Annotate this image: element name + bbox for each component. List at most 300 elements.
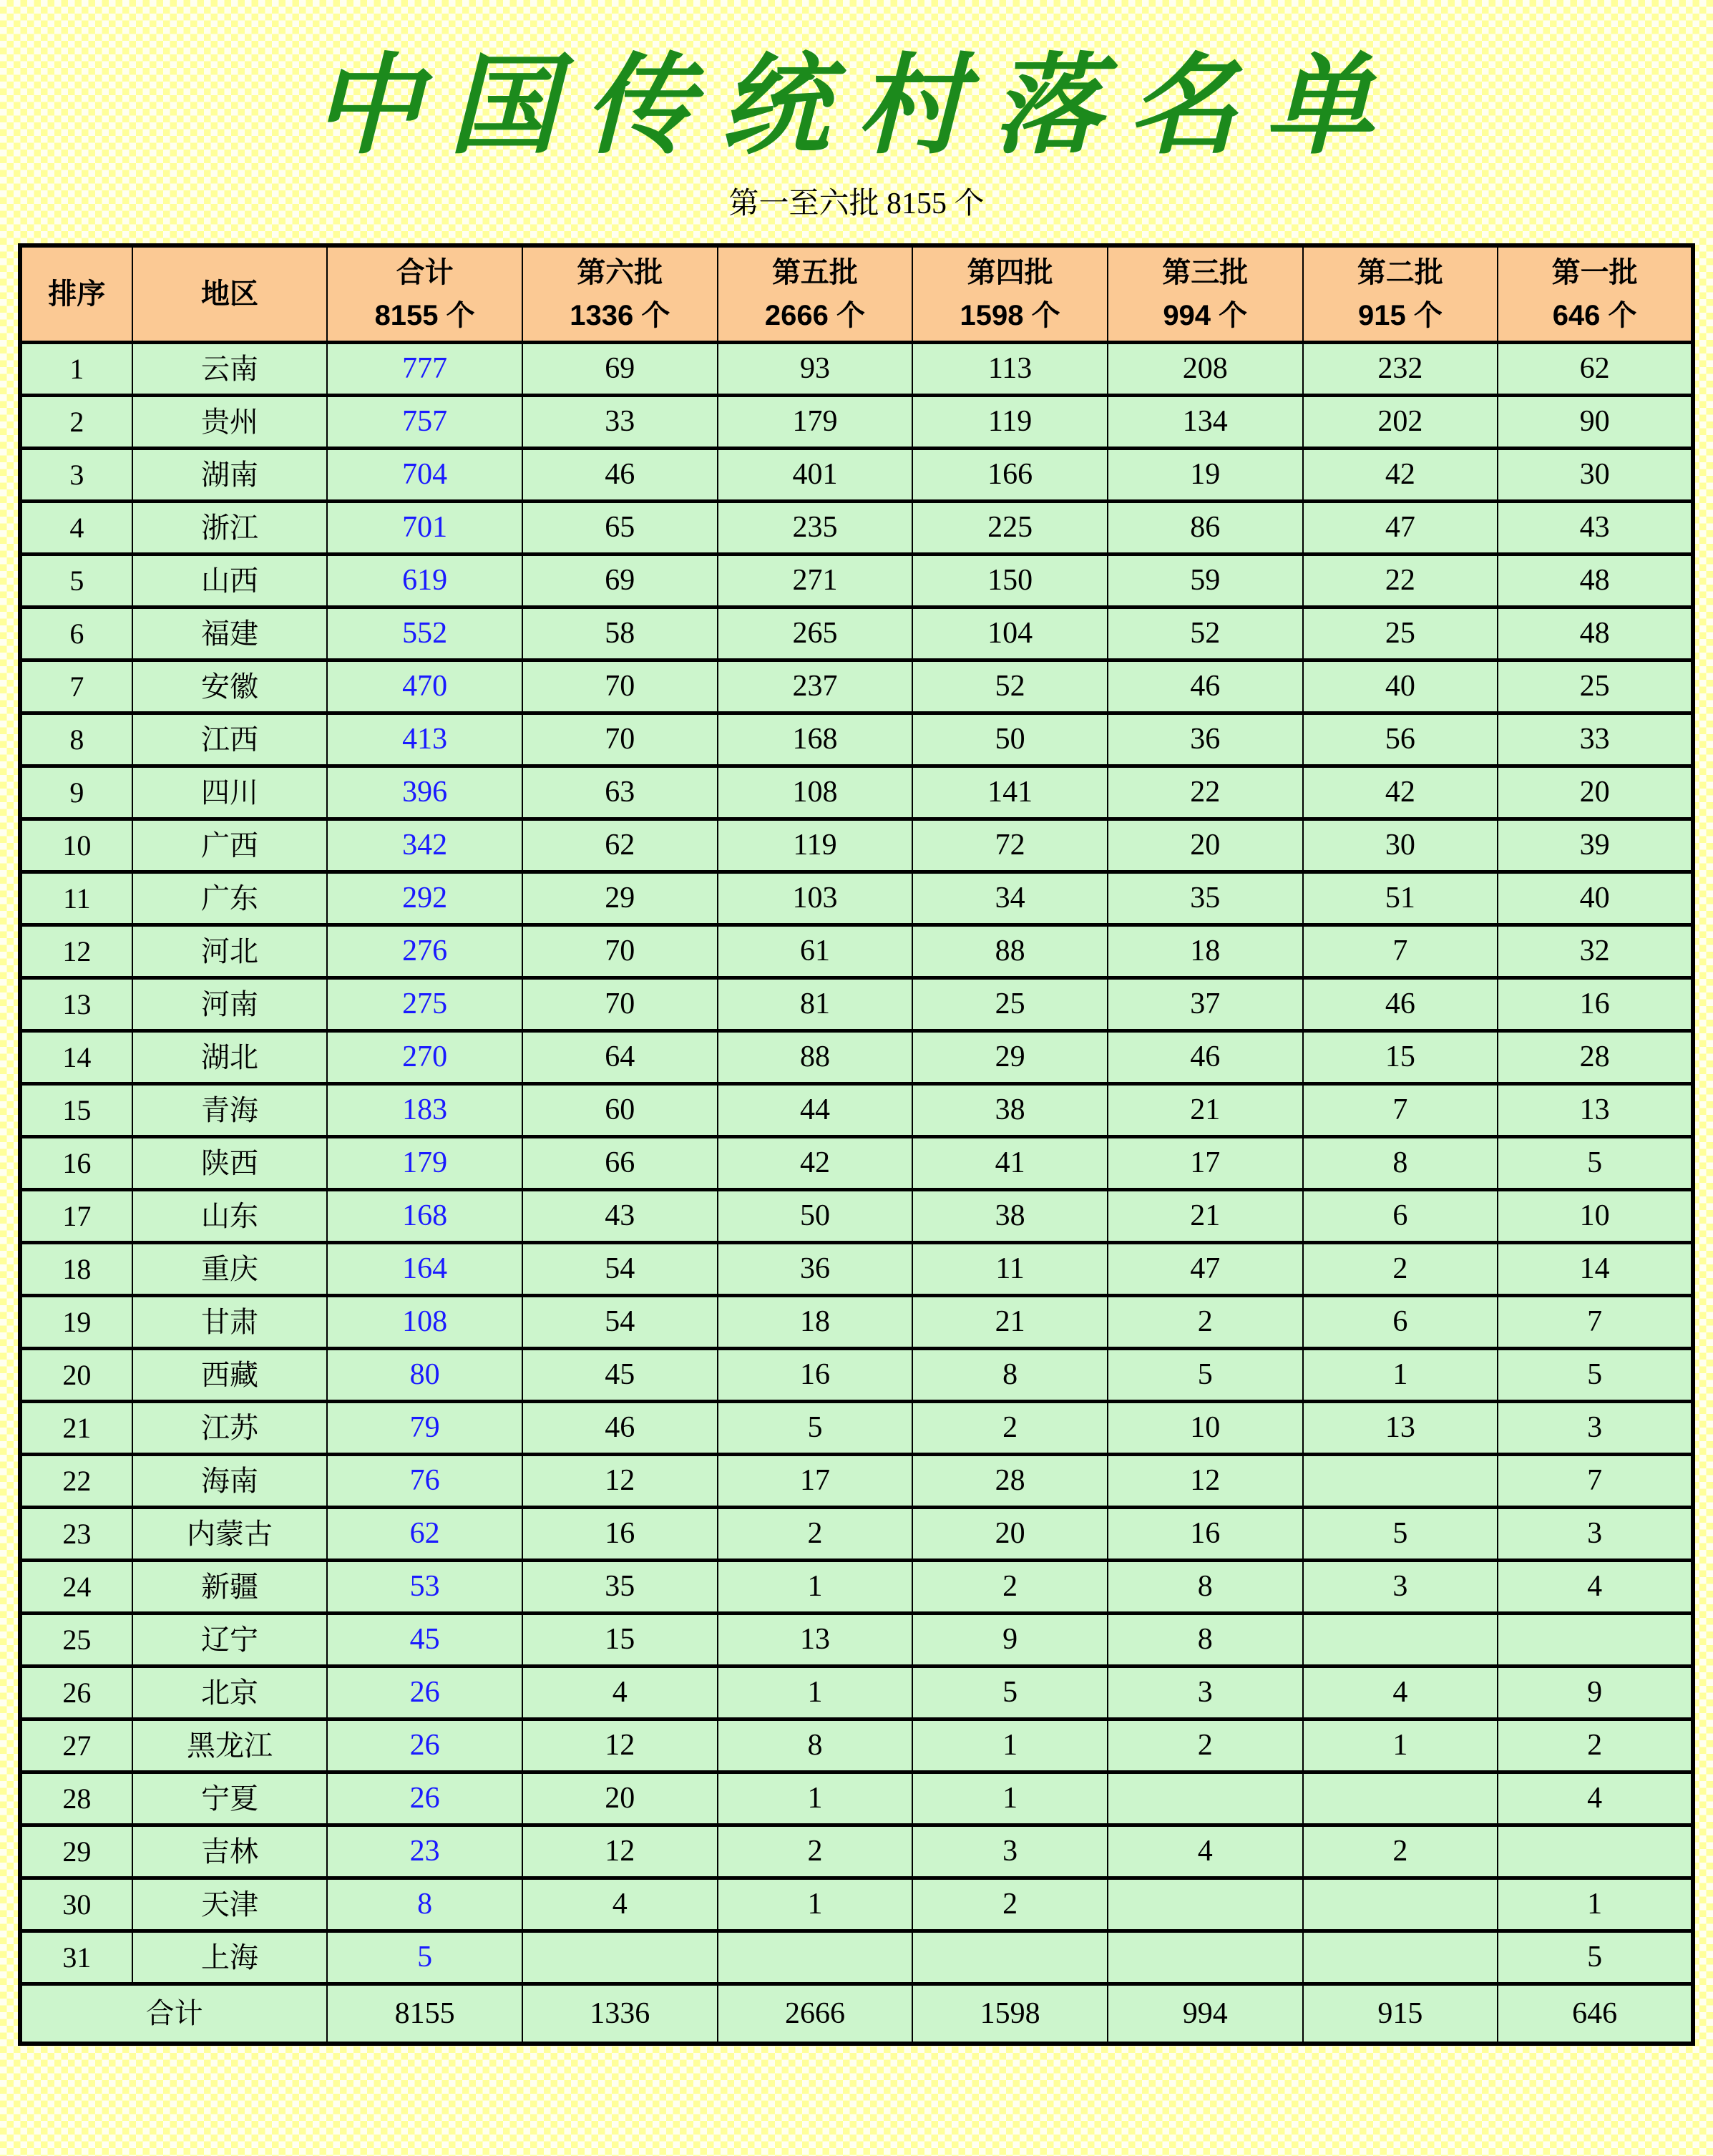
batch4-cell	[912, 1931, 1108, 1984]
batch3-cell: 86	[1108, 502, 1303, 555]
batch3-cell: 20	[1108, 819, 1303, 872]
batch3-cell: 59	[1108, 555, 1303, 608]
batch3-cell: 46	[1108, 1031, 1303, 1084]
region-cell: 吉林	[132, 1825, 328, 1878]
batch4-cell: 72	[912, 819, 1108, 872]
region-cell: 福建	[132, 608, 328, 660]
table-row	[20, 1084, 1693, 1137]
batch1-cell: 30	[1498, 449, 1693, 502]
batch4-cell: 141	[912, 766, 1108, 819]
batch5-cell: 1	[718, 1878, 913, 1931]
batch5-cell: 61	[718, 925, 913, 978]
col-header-batch3	[1108, 245, 1303, 343]
batch2-cell: 8	[1303, 1137, 1498, 1190]
rank-cell: 1	[20, 343, 132, 396]
batch1-cell: 32	[1498, 925, 1693, 978]
total-row-batch3: 994	[1108, 1984, 1303, 2044]
table-row	[20, 660, 1693, 713]
batch6-cell: 70	[522, 978, 718, 1031]
total-cell: 79	[327, 1402, 522, 1455]
batch4-cell: 38	[912, 1190, 1108, 1243]
batch5-cell: 18	[718, 1296, 913, 1349]
col-header-batch6-count: 1336 个	[570, 300, 670, 332]
batch1-cell: 48	[1498, 608, 1693, 660]
total-cell: 179	[327, 1137, 522, 1190]
batch4-cell: 8	[912, 1349, 1108, 1402]
table-header	[20, 245, 1693, 343]
rank-cell: 6	[20, 608, 132, 660]
col-header-total	[327, 245, 522, 343]
total-cell: 270	[327, 1031, 522, 1084]
table-row	[20, 713, 1693, 766]
batch2-cell: 25	[1303, 608, 1498, 660]
batch2-cell: 30	[1303, 819, 1498, 872]
batch2-cell: 40	[1303, 660, 1498, 713]
batch5-cell: 50	[718, 1190, 913, 1243]
batch5-cell: 17	[718, 1455, 913, 1508]
rank-cell: 12	[20, 925, 132, 978]
table-row	[20, 766, 1693, 819]
batch5-cell: 401	[718, 449, 913, 502]
batch4-cell: 166	[912, 449, 1108, 502]
batch1-cell: 25	[1498, 660, 1693, 713]
batch6-cell: 43	[522, 1190, 718, 1243]
table-row	[20, 502, 1693, 555]
batch1-cell: 14	[1498, 1243, 1693, 1296]
total-cell: 45	[327, 1614, 522, 1667]
batch3-cell: 208	[1108, 343, 1303, 396]
rank-cell: 30	[20, 1878, 132, 1931]
batch2-cell: 7	[1303, 925, 1498, 978]
batch5-cell: 2	[718, 1508, 913, 1561]
batch2-cell	[1303, 1931, 1498, 1984]
total-cell: 5	[327, 1931, 522, 1984]
rank-cell: 10	[20, 819, 132, 872]
batch3-cell	[1108, 1878, 1303, 1931]
rank-cell: 20	[20, 1349, 132, 1402]
table-row	[20, 1772, 1693, 1825]
rank-cell: 22	[20, 1455, 132, 1508]
batch4-cell: 119	[912, 396, 1108, 449]
total-cell: 396	[327, 766, 522, 819]
batch1-cell: 43	[1498, 502, 1693, 555]
table-row	[20, 1349, 1693, 1402]
batch4-cell: 9	[912, 1614, 1108, 1667]
batch1-cell: 7	[1498, 1455, 1693, 1508]
total-cell: 292	[327, 872, 522, 925]
batch5-cell: 265	[718, 608, 913, 660]
region-cell: 湖北	[132, 1031, 328, 1084]
table-row	[20, 555, 1693, 608]
batch1-cell: 7	[1498, 1296, 1693, 1349]
col-header-batch2-label: 第二批	[1357, 257, 1443, 289]
batch1-cell: 16	[1498, 978, 1693, 1031]
rank-cell: 24	[20, 1561, 132, 1614]
total-cell: 701	[327, 502, 522, 555]
rank-cell: 13	[20, 978, 132, 1031]
batch3-cell: 16	[1108, 1508, 1303, 1561]
total-cell: 8	[327, 1878, 522, 1931]
batch6-cell: 12	[522, 1825, 718, 1878]
table-row	[20, 1455, 1693, 1508]
total-cell: 777	[327, 343, 522, 396]
batch4-cell: 20	[912, 1508, 1108, 1561]
batch1-cell: 5	[1498, 1349, 1693, 1402]
table-row	[20, 1402, 1693, 1455]
region-cell: 河北	[132, 925, 328, 978]
total-cell: 276	[327, 925, 522, 978]
rank-cell: 28	[20, 1772, 132, 1825]
region-cell: 陕西	[132, 1137, 328, 1190]
batch2-cell: 42	[1303, 449, 1498, 502]
table-row	[20, 1031, 1693, 1084]
total-cell: 76	[327, 1455, 522, 1508]
page-subtitle: 第一至六批 8155 个	[728, 187, 985, 220]
batch4-cell: 1	[912, 1720, 1108, 1772]
batch4-cell: 225	[912, 502, 1108, 555]
table-row	[20, 396, 1693, 449]
col-header-batch1-count: 646 个	[1552, 300, 1637, 332]
batch3-cell: 19	[1108, 449, 1303, 502]
total-row-batch5: 2666	[718, 1984, 913, 2044]
region-cell: 山西	[132, 555, 328, 608]
col-header-batch1	[1498, 245, 1693, 343]
rank-cell: 16	[20, 1137, 132, 1190]
batch5-cell: 1	[718, 1561, 913, 1614]
batch1-cell: 4	[1498, 1561, 1693, 1614]
region-cell: 贵州	[132, 396, 328, 449]
total-cell: 26	[327, 1772, 522, 1825]
batch4-cell: 21	[912, 1296, 1108, 1349]
rank-cell: 25	[20, 1614, 132, 1667]
region-cell: 天津	[132, 1878, 328, 1931]
batch4-cell: 113	[912, 343, 1108, 396]
batch5-cell: 16	[718, 1349, 913, 1402]
rank-cell: 2	[20, 396, 132, 449]
batch1-cell: 39	[1498, 819, 1693, 872]
batch4-cell: 28	[912, 1455, 1108, 1508]
rank-cell: 4	[20, 502, 132, 555]
total-cell: 26	[327, 1720, 522, 1772]
region-cell: 内蒙古	[132, 1508, 328, 1561]
batch5-cell: 179	[718, 396, 913, 449]
batch5-cell: 5	[718, 1402, 913, 1455]
batch3-cell: 12	[1108, 1455, 1303, 1508]
col-header-rank: 排序	[20, 245, 132, 343]
rank-cell: 17	[20, 1190, 132, 1243]
batch3-cell: 35	[1108, 872, 1303, 925]
col-header-batch4	[912, 245, 1108, 343]
rank-cell: 21	[20, 1402, 132, 1455]
batch2-cell: 15	[1303, 1031, 1498, 1084]
batch6-cell: 64	[522, 1031, 718, 1084]
batch6-cell: 12	[522, 1720, 718, 1772]
col-header-total-count: 8155 个	[374, 300, 475, 332]
batch1-cell: 2	[1498, 1720, 1693, 1772]
batch6-cell: 60	[522, 1084, 718, 1137]
batch1-cell: 20	[1498, 766, 1693, 819]
batch5-cell: 168	[718, 713, 913, 766]
batch5-cell: 42	[718, 1137, 913, 1190]
region-cell: 云南	[132, 343, 328, 396]
batch2-cell: 1	[1303, 1720, 1498, 1772]
col-header-batch1-label: 第一批	[1551, 257, 1638, 289]
rank-cell: 26	[20, 1667, 132, 1720]
region-cell: 海南	[132, 1455, 328, 1508]
region-cell: 四川	[132, 766, 328, 819]
batch3-cell: 21	[1108, 1190, 1303, 1243]
batch4-cell: 34	[912, 872, 1108, 925]
batch5-cell: 2	[718, 1825, 913, 1878]
rank-cell: 14	[20, 1031, 132, 1084]
region-cell: 重庆	[132, 1243, 328, 1296]
batch6-cell: 62	[522, 819, 718, 872]
batch4-cell: 2	[912, 1561, 1108, 1614]
batch3-cell: 10	[1108, 1402, 1303, 1455]
rank-cell: 31	[20, 1931, 132, 1984]
batch4-cell: 104	[912, 608, 1108, 660]
page	[0, 37, 1713, 2156]
batch3-cell: 37	[1108, 978, 1303, 1031]
batch6-cell: 16	[522, 1508, 718, 1561]
batch3-cell: 47	[1108, 1243, 1303, 1296]
table-row	[20, 1508, 1693, 1561]
batch2-cell: 2	[1303, 1825, 1498, 1878]
batch2-cell: 4	[1303, 1667, 1498, 1720]
batch2-cell: 202	[1303, 396, 1498, 449]
batch1-cell: 48	[1498, 555, 1693, 608]
batch4-cell: 3	[912, 1825, 1108, 1878]
total-row-sum: 8155	[327, 1984, 522, 2044]
batch2-cell: 232	[1303, 343, 1498, 396]
total-cell: 168	[327, 1190, 522, 1243]
batch6-cell: 46	[522, 1402, 718, 1455]
region-cell: 广西	[132, 819, 328, 872]
batch2-cell: 13	[1303, 1402, 1498, 1455]
batch6-cell: 45	[522, 1349, 718, 1402]
total-row-batch6: 1336	[522, 1984, 718, 2044]
batch2-cell	[1303, 1614, 1498, 1667]
batch2-cell: 51	[1303, 872, 1498, 925]
col-header-batch6-label: 第六批	[577, 257, 663, 289]
batch1-cell: 3	[1498, 1402, 1693, 1455]
batch5-cell	[718, 1931, 913, 1984]
rank-cell: 18	[20, 1243, 132, 1296]
batch6-cell: 70	[522, 713, 718, 766]
batch5-cell: 119	[718, 819, 913, 872]
rank-cell: 9	[20, 766, 132, 819]
batch3-cell: 17	[1108, 1137, 1303, 1190]
batch5-cell: 1	[718, 1772, 913, 1825]
batch2-cell: 46	[1303, 978, 1498, 1031]
region-cell: 甘肃	[132, 1296, 328, 1349]
batch5-cell: 235	[718, 502, 913, 555]
batch6-cell: 20	[522, 1772, 718, 1825]
total-row	[20, 1984, 1693, 2044]
batch3-cell: 52	[1108, 608, 1303, 660]
table-row	[20, 978, 1693, 1031]
batch5-cell: 103	[718, 872, 913, 925]
table-row	[20, 1190, 1693, 1243]
batch1-cell: 62	[1498, 343, 1693, 396]
batch1-cell: 1	[1498, 1878, 1693, 1931]
batch6-cell: 70	[522, 925, 718, 978]
total-cell: 53	[327, 1561, 522, 1614]
table-row	[20, 1561, 1693, 1614]
batch3-cell: 2	[1108, 1296, 1303, 1349]
col-header-batch5-count: 2666 个	[764, 300, 865, 332]
batch6-cell: 15	[522, 1614, 718, 1667]
batch6-cell: 66	[522, 1137, 718, 1190]
rank-cell: 19	[20, 1296, 132, 1349]
total-row-batch1: 646	[1498, 1984, 1693, 2044]
region-cell: 江苏	[132, 1402, 328, 1455]
batch4-cell: 11	[912, 1243, 1108, 1296]
batch5-cell: 271	[718, 555, 913, 608]
region-cell: 湖南	[132, 449, 328, 502]
col-header-batch5	[718, 245, 913, 343]
table-row	[20, 1720, 1693, 1772]
batch2-cell: 3	[1303, 1561, 1498, 1614]
total-cell: 704	[327, 449, 522, 502]
region-cell: 西藏	[132, 1349, 328, 1402]
batch3-cell: 21	[1108, 1084, 1303, 1137]
batch4-cell: 25	[912, 978, 1108, 1031]
region-cell: 北京	[132, 1667, 328, 1720]
region-cell: 河南	[132, 978, 328, 1031]
col-header-batch3-label: 第三批	[1162, 257, 1249, 289]
total-cell: 183	[327, 1084, 522, 1137]
batch3-cell: 8	[1108, 1561, 1303, 1614]
batch1-cell: 5	[1498, 1931, 1693, 1984]
batch1-cell	[1498, 1825, 1693, 1878]
batch6-cell: 54	[522, 1296, 718, 1349]
batch1-cell: 3	[1498, 1508, 1693, 1561]
batch5-cell: 81	[718, 978, 913, 1031]
batch5-cell: 108	[718, 766, 913, 819]
batch2-cell: 6	[1303, 1296, 1498, 1349]
total-cell: 62	[327, 1508, 522, 1561]
rank-cell: 23	[20, 1508, 132, 1561]
batch5-cell: 8	[718, 1720, 913, 1772]
table-row	[20, 1931, 1693, 1984]
total-cell: 552	[327, 608, 522, 660]
batch6-cell: 4	[522, 1878, 718, 1931]
batch1-cell: 33	[1498, 713, 1693, 766]
batch4-cell: 150	[912, 555, 1108, 608]
rank-cell: 7	[20, 660, 132, 713]
batch5-cell: 237	[718, 660, 913, 713]
rank-cell: 27	[20, 1720, 132, 1772]
rank-cell: 5	[20, 555, 132, 608]
col-header-batch2-count: 915 个	[1357, 300, 1443, 332]
batch6-cell: 65	[522, 502, 718, 555]
total-cell: 757	[327, 396, 522, 449]
col-header-batch2	[1303, 245, 1498, 343]
total-cell: 26	[327, 1667, 522, 1720]
batch4-cell: 50	[912, 713, 1108, 766]
batch1-cell: 9	[1498, 1667, 1693, 1720]
batch2-cell: 42	[1303, 766, 1498, 819]
batch6-cell: 4	[522, 1667, 718, 1720]
batch6-cell: 69	[522, 343, 718, 396]
total-cell: 23	[327, 1825, 522, 1878]
batch6-cell: 70	[522, 660, 718, 713]
table-row	[20, 925, 1693, 978]
batch5-cell: 13	[718, 1614, 913, 1667]
batch1-cell: 4	[1498, 1772, 1693, 1825]
col-header-batch5-label: 第五批	[771, 257, 858, 289]
batch4-cell: 2	[912, 1402, 1108, 1455]
page-title: 中国传统村落名单	[313, 41, 1400, 169]
batch3-cell: 134	[1108, 396, 1303, 449]
batch2-cell: 47	[1303, 502, 1498, 555]
region-cell: 青海	[132, 1084, 328, 1137]
batch1-cell: 40	[1498, 872, 1693, 925]
total-cell: 470	[327, 660, 522, 713]
region-cell: 新疆	[132, 1561, 328, 1614]
region-cell: 浙江	[132, 502, 328, 555]
batch4-cell: 1	[912, 1772, 1108, 1825]
table-row	[20, 819, 1693, 872]
batch1-cell: 28	[1498, 1031, 1693, 1084]
batch2-cell	[1303, 1455, 1498, 1508]
region-cell: 山东	[132, 1190, 328, 1243]
batch3-cell	[1108, 1931, 1303, 1984]
total-cell: 108	[327, 1296, 522, 1349]
region-cell: 黑龙江	[132, 1720, 328, 1772]
batch2-cell: 5	[1303, 1508, 1498, 1561]
col-header-batch4-count: 1598 个	[960, 300, 1060, 332]
table-body	[20, 343, 1693, 1984]
batch3-cell: 4	[1108, 1825, 1303, 1878]
region-cell: 安徽	[132, 660, 328, 713]
batch3-cell: 36	[1108, 713, 1303, 766]
villages-table	[18, 243, 1695, 2046]
batch3-cell: 22	[1108, 766, 1303, 819]
table-row	[20, 1667, 1693, 1720]
total-row-batch2: 915	[1303, 1984, 1498, 2044]
region-cell: 广东	[132, 872, 328, 925]
col-header-batch4-label: 第四批	[967, 257, 1053, 289]
batch1-cell: 10	[1498, 1190, 1693, 1243]
table-footer	[20, 1984, 1693, 2044]
table-row	[20, 1878, 1693, 1931]
batch4-cell: 38	[912, 1084, 1108, 1137]
col-header-batch6	[522, 245, 718, 343]
batch1-cell	[1498, 1614, 1693, 1667]
region-cell: 宁夏	[132, 1772, 328, 1825]
table-row	[20, 608, 1693, 660]
batch4-cell: 52	[912, 660, 1108, 713]
batch1-cell: 13	[1498, 1084, 1693, 1137]
batch6-cell: 35	[522, 1561, 718, 1614]
batch2-cell: 1	[1303, 1349, 1498, 1402]
total-cell: 413	[327, 713, 522, 766]
batch2-cell: 7	[1303, 1084, 1498, 1137]
col-header-region: 地区	[132, 245, 328, 343]
batch6-cell: 58	[522, 608, 718, 660]
table-row	[20, 1614, 1693, 1667]
total-row-batch4: 1598	[912, 1984, 1108, 2044]
batch5-cell: 44	[718, 1084, 913, 1137]
batch4-cell: 5	[912, 1667, 1108, 1720]
batch6-cell: 29	[522, 872, 718, 925]
batch6-cell: 63	[522, 766, 718, 819]
region-cell: 上海	[132, 1931, 328, 1984]
rank-cell: 11	[20, 872, 132, 925]
header-row	[20, 245, 1693, 343]
